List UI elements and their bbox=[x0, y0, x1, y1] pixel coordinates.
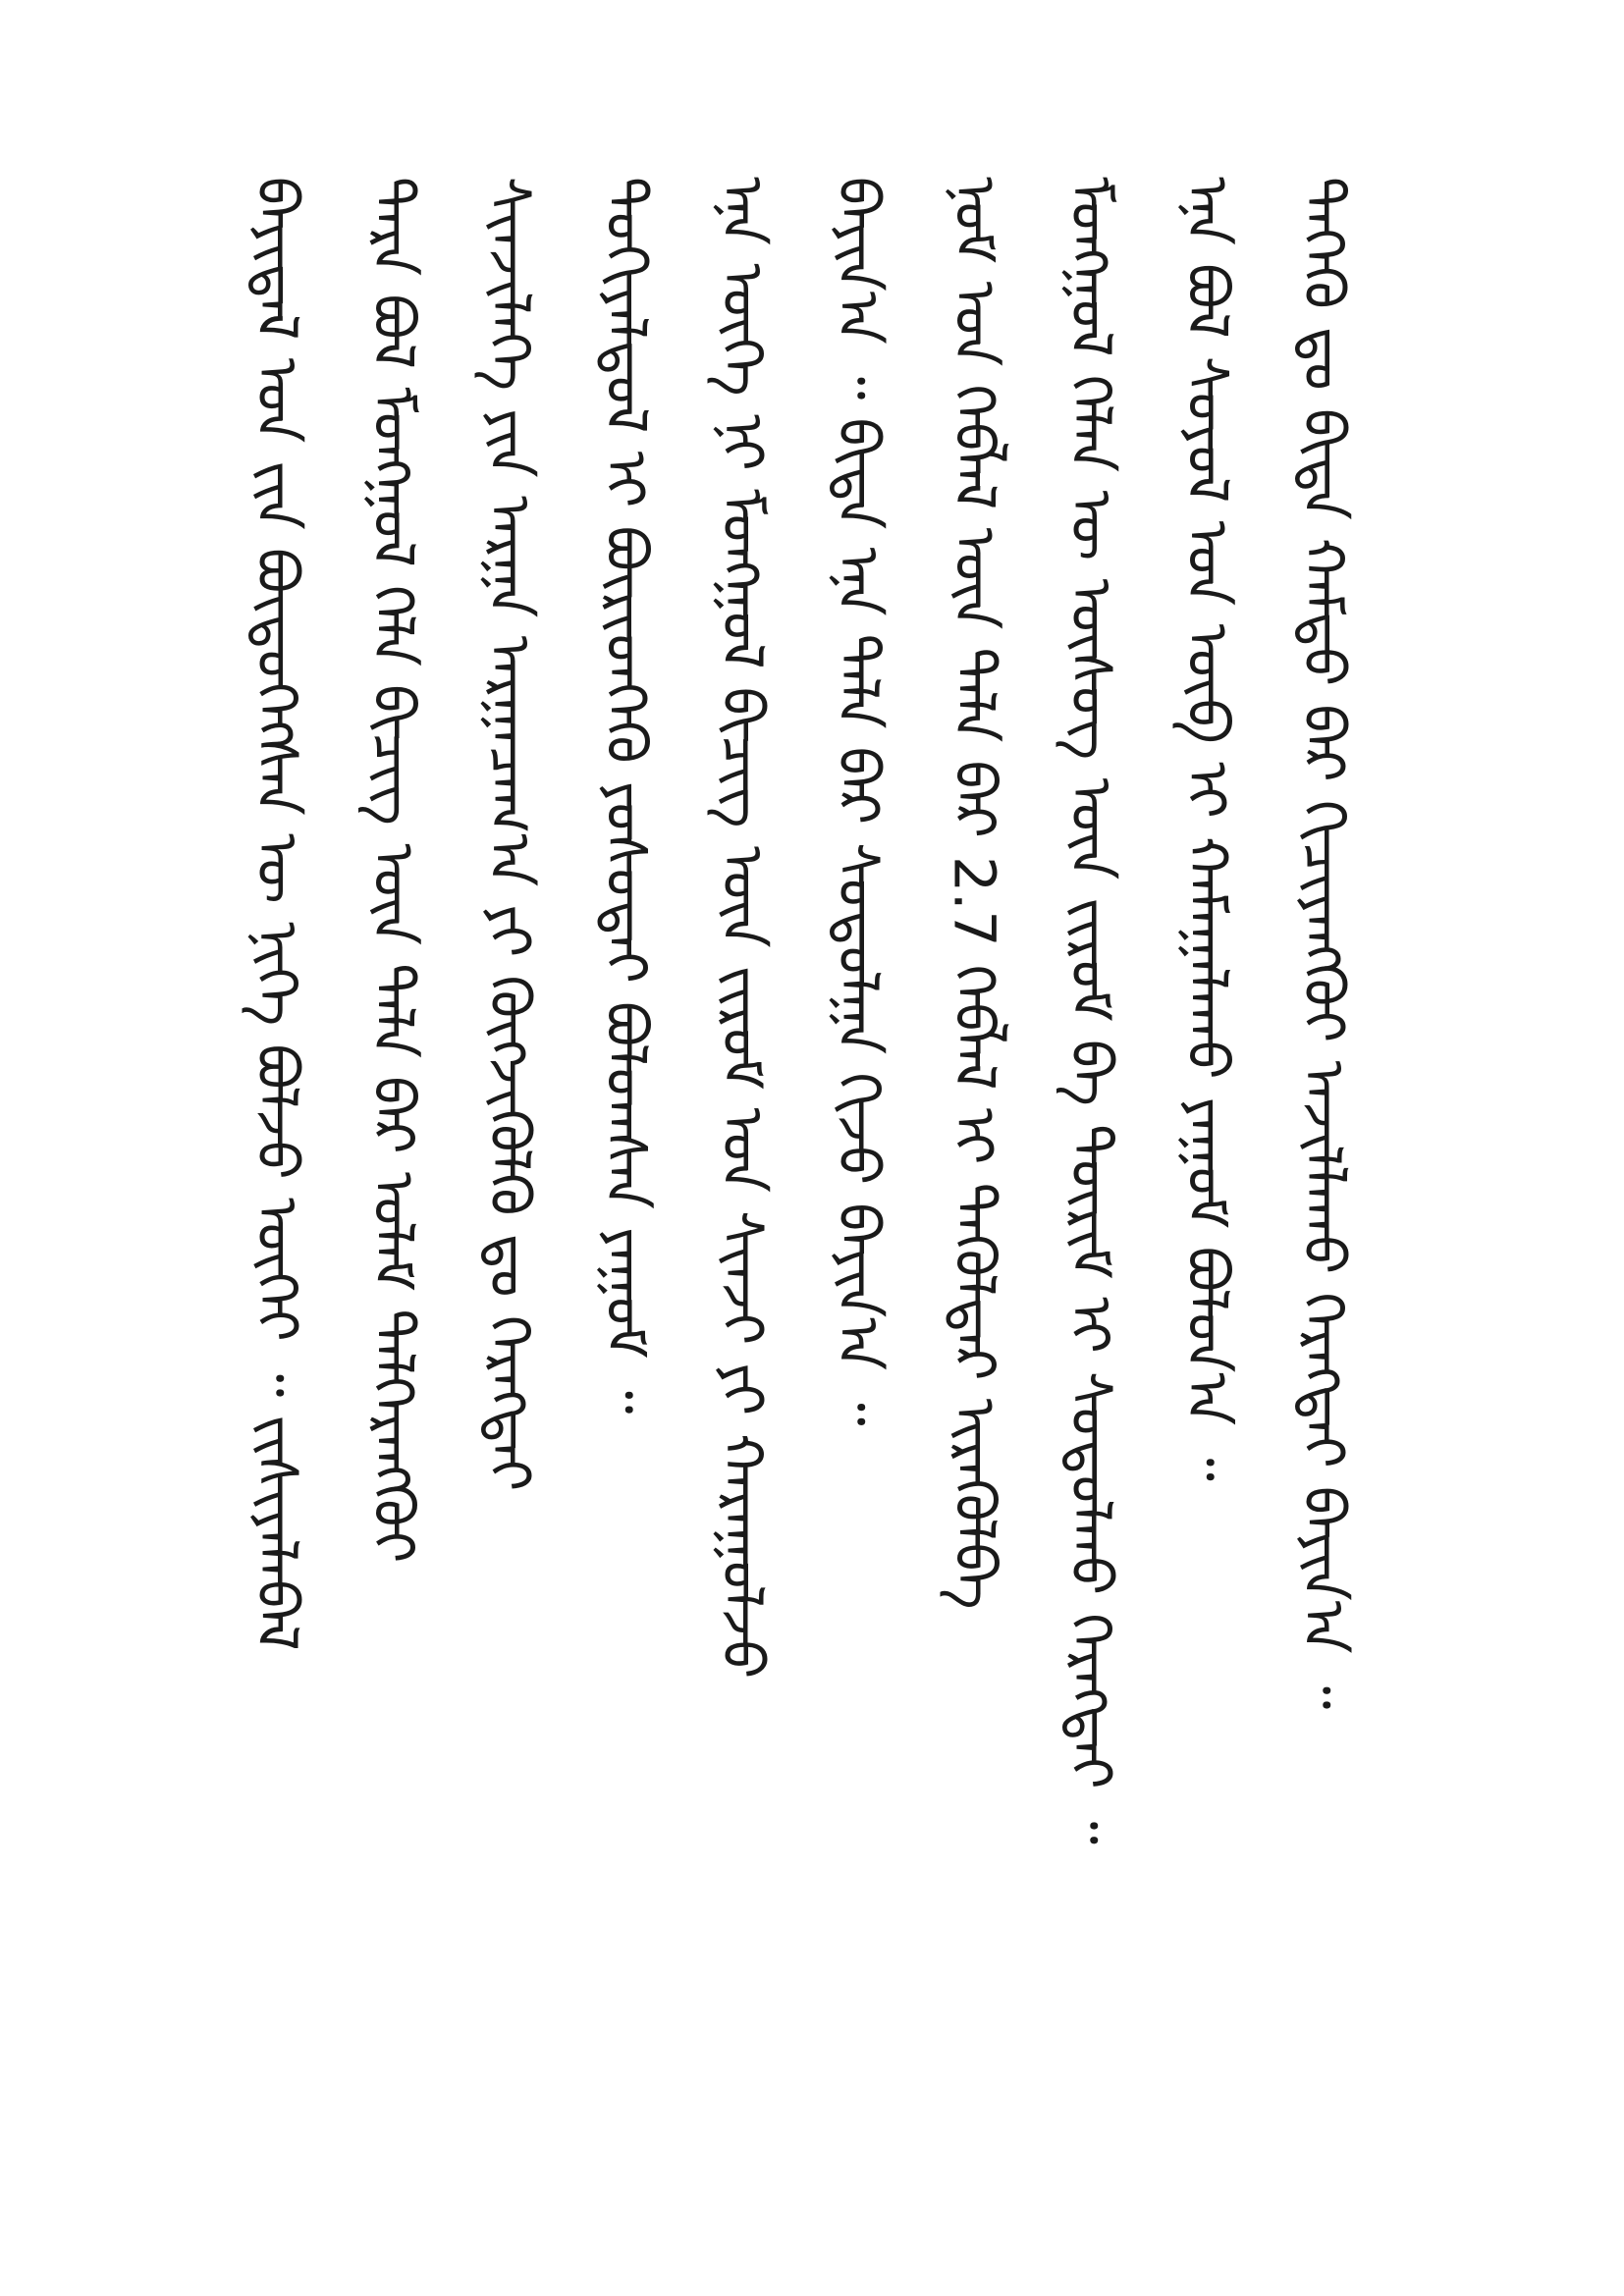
text-line: ᠪᠠᠶᠢᠨ᠎ᠠ ᠃ ᠪᠢᠳᠡ ᠡᠨᠡ ᠲᠠᠯᠠ ᠪᠠᠷ ᠰᠤᠳᠤᠯᠭᠠ ᠬᠢᠵᠦ ᠪᠠᠶᠢᠨ᠎ᠠ ᠃ bbox=[825, 177, 893, 1426]
text-line: ᠡᠨᠡ ᠦᠭᠡ ᠨᠢ ᠮᠣᠩᠭᠣᠯ ᠪᠢᠴᠢᠭ ᠦᠨ ᠵᠢᠷᠤᠮ ᠤᠨ ᠰᠢᠨᠵᠢ ᠶᠢ ᠬᠠᠷᠠᠭᠤᠯᠵᠤ bbox=[708, 177, 776, 1680]
text-column bbox=[352, 177, 434, 2120]
text-column bbox=[236, 177, 318, 2120]
text-column bbox=[468, 177, 551, 2120]
text-line: ᠲᠣᠬᠢᠶᠠᠯᠳᠤᠯ ᠢ ᠪᠦᠷᠢᠳᠭᠡᠬᠦ ᠶᠣᠰᠣᠲᠠᠢ ᠪᠣᠯᠤᠭᠰᠠᠨ ᠶᠠᠭᠤᠮ ᠃ bbox=[592, 177, 660, 1415]
text-line: ᠲᠡᠷᠡ ᠪᠣᠯ ᠮᠣᠩᠭᠣᠯ ᠬᠡᠯᠡ ᠪᠢᠴᠢᠭ ᠦᠨ ᠲᠠᠯᠠ ᠪᠠᠷ ᠤᠯᠠᠮ ᠳᠡᠯᠭᠡᠷᠡᠩᠭᠦᠢ bbox=[359, 177, 427, 1564]
mongolian-text-block bbox=[236, 177, 1365, 2120]
text-line: ᠰᠢᠨᠵᠢᠯᠡᠭᠡ ᠶᠢᠨ ᠠᠷᠭᠠ ᠠᠷᠭᠠᠴᠠᠭ᠎ᠠ ᠶᠢ ᠬᠥᠭᠵᠢᠭᠦᠯᠬᠦ ᠳᠤ ᠬᠡᠷᠡᠭᠲᠡᠢ bbox=[475, 177, 543, 1491]
text-column bbox=[1166, 177, 1249, 2120]
text-column bbox=[701, 177, 784, 2120]
text-column bbox=[1050, 177, 1132, 2120]
text-line: ᠪᠠᠶᠢᠳᠠᠯ ᠤᠨ ᠵᠢᠨ ᠪᠦᠲᠦᠭᠡᠭᠰᠡᠨ ᠦ ᠨᠢᠭᠡ ᠪᠣᠯᠵᠤ ᠦᠭᠡᠢ ᠃ ᠵᠢᠰᠢᠶᠡᠯᠡᠪᠡᠯ bbox=[244, 177, 310, 1651]
text-column bbox=[817, 177, 899, 2120]
text-line: ᠨᠣᠮ ᠤᠨ ᠬᠡᠪᠯᠡᠯ ᠦᠨ ᠲᠠᠯᠠ ᠪᠠᠷ 2.7 ᠬᠡᠪᠯᠡᠯ ᠢ ᠲᠡᠭᠦᠯᠳᠡᠷ ᠢᠷᠡᠭᠦᠯᠪᠡ bbox=[941, 177, 1008, 1610]
text-column bbox=[1282, 177, 1365, 2120]
text-column bbox=[934, 177, 1016, 2120]
text-line: ᠮᠣᠩᠭᠣᠯ ᠬᠡᠯᠡᠨ ᠦ ᠦᠰᠦᠭ ᠦᠨ ᠵᠢᠷᠤᠮ ᠪᠠ ᠳᠦᠷᠢᠮ ᠢ ᠰᠤᠳᠤᠯᠬᠤ ᠬᠡᠷᠡᠭᠲᠡᠢ ᠃ bbox=[1057, 177, 1125, 1844]
text-line: ᠡᠨᠡ ᠪᠣᠯ ᠰᠣᠶᠣᠯ ᠤᠨ ᠥᠪ ᠢ ᠬᠠᠮᠠᠭᠠᠯᠠᠬᠤ ᠶᠠᠭᠤᠮ ᠪᠣᠯᠤᠨ᠎ᠠ ᠃ bbox=[1173, 177, 1241, 1481]
text-column bbox=[584, 177, 667, 2120]
text-line: ᠲᠡᠭᠡᠬᠦ ᠳᠤ ᠪᠢᠳᠡ ᠬᠠᠮᠲᠤ ᠪᠡᠷ ᠬᠢᠴᠢᠶᠡᠩᠭᠦᠢ ᠠᠵᠢᠯᠯᠠᠬᠤ ᠬᠡᠷᠡᠭᠲᠡᠢ ᠪᠠᠶᠢᠨ᠎ᠠ ᠃ bbox=[1289, 177, 1357, 1710]
